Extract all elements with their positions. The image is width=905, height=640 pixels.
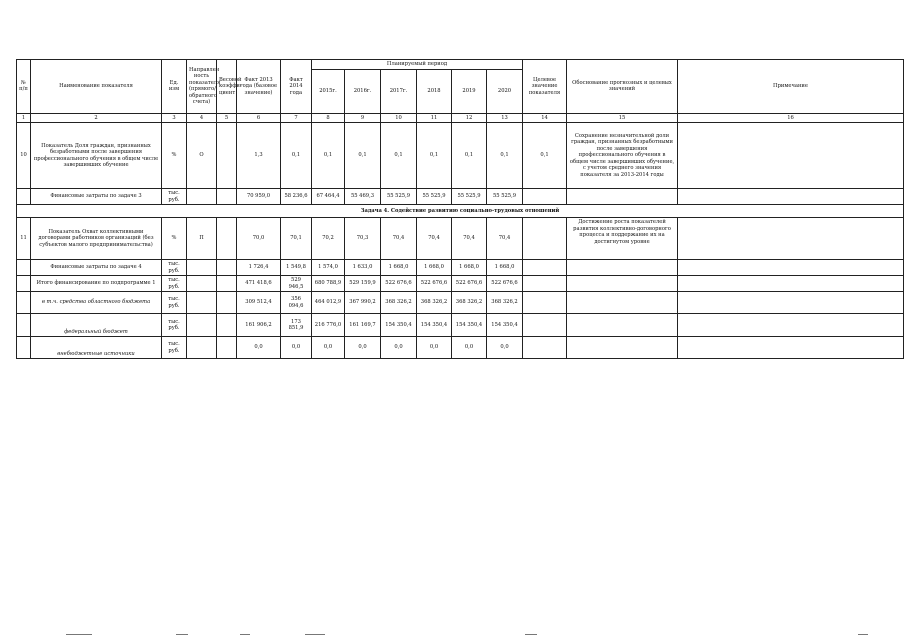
col-number: 12 — [452, 113, 487, 123]
target-cell — [523, 292, 567, 314]
year-header: 2015г. — [312, 69, 345, 113]
fact2013-cell: 0,0 — [237, 337, 281, 359]
finance-label: Финансовые затраты по задаче 4 — [31, 260, 162, 276]
year-value: 216 776,0 — [312, 314, 345, 337]
note-cell — [678, 337, 904, 359]
year-value: 0,1 — [381, 123, 417, 189]
col-number: 11 — [417, 113, 452, 123]
scan-artifact — [240, 634, 250, 635]
fact2013-cell: 471 418,6 — [237, 276, 281, 292]
year-value: 368 326,2 — [417, 292, 452, 314]
year-value: 70,3 — [345, 218, 381, 260]
col-unit-header: Ед. изм — [162, 60, 187, 114]
justification-cell — [567, 189, 678, 205]
fact2014-cell: 356 094,6 — [281, 292, 312, 314]
col-direction-header: Направлен ность показателя (прямого/ обратного счета) — [187, 60, 217, 114]
justification-cell — [567, 337, 678, 359]
fact2014-cell: 70,1 — [281, 218, 312, 260]
year-value: 1 668,0 — [381, 260, 417, 276]
weight-cell — [217, 218, 237, 260]
fact2013-cell: 70 959,0 — [237, 189, 281, 205]
col-number: 7 — [281, 113, 312, 123]
weight-cell — [217, 337, 237, 359]
col-note-header: Примечание — [678, 60, 904, 114]
col-name-header: Наименование показателя — [31, 60, 162, 114]
year-value: 522 676,6 — [452, 276, 487, 292]
year-value: 1 668,0 — [452, 260, 487, 276]
scan-artifact — [525, 634, 537, 635]
year-value: 464 012,9 — [312, 292, 345, 314]
row-number — [17, 260, 31, 276]
finance-task4-row — [17, 260, 904, 276]
year-value: 368 326,2 — [487, 292, 523, 314]
fact2013-cell: 309 512,4 — [237, 292, 281, 314]
finance-label: федеральный бюджет — [31, 314, 162, 337]
row-number: 11 — [17, 218, 31, 260]
weight-cell — [217, 260, 237, 276]
justification-cell — [567, 292, 678, 314]
year-value: 154 350,4 — [452, 314, 487, 337]
direction-cell — [187, 260, 217, 276]
unit-cell: тыс. руб. — [162, 189, 187, 205]
col-number: 5 — [217, 113, 237, 123]
finance-label: Итого финансирование по подпрограмме 1 — [31, 276, 162, 292]
direction-cell: О — [187, 123, 217, 189]
year-value: 680 788,9 — [312, 276, 345, 292]
target-cell — [523, 260, 567, 276]
year-value: 55 525,9 — [381, 189, 417, 205]
target-cell — [523, 189, 567, 205]
row-number — [17, 189, 31, 205]
weight-cell — [217, 292, 237, 314]
direction-cell — [187, 337, 217, 359]
year-value: 55 525,9 — [417, 189, 452, 205]
note-cell — [678, 123, 904, 189]
target-cell: 0,1 — [523, 123, 567, 189]
federal-budget-row — [17, 314, 904, 337]
year-value: 0,0 — [312, 337, 345, 359]
fact2013-cell: 1,3 — [237, 123, 281, 189]
year-value: 55 525,9 — [487, 189, 523, 205]
note-cell — [678, 218, 904, 260]
row-number — [17, 337, 31, 359]
scan-artifact — [858, 634, 868, 635]
year-value: 522 676,6 — [381, 276, 417, 292]
year-value: 70,4 — [487, 218, 523, 260]
row-number — [17, 292, 31, 314]
year-value: 0,0 — [345, 337, 381, 359]
justification-cell: Достижение роста показателей развития коллективно-договорного процесса и поддержание их на достигнутом уровне — [567, 218, 678, 260]
direction-cell — [187, 292, 217, 314]
year-value: 1 574,0 — [312, 260, 345, 276]
extrabudgetary-row — [17, 337, 904, 359]
col-weight-header: Весовой коэффи- циент — [217, 60, 237, 114]
fact2014-cell: 173 851,9 — [281, 314, 312, 337]
unit-cell: % — [162, 218, 187, 260]
year-value: 368 326,2 — [452, 292, 487, 314]
year-value: 154 350,4 — [381, 314, 417, 337]
finance-label: Финансовые затраты по задаче 3 — [31, 189, 162, 205]
year-value: 1 668,0 — [487, 260, 523, 276]
col-number: 9 — [345, 113, 381, 123]
year-value: 0,0 — [487, 337, 523, 359]
year-value: 0,1 — [312, 123, 345, 189]
fact2014-cell: 0,0 — [281, 337, 312, 359]
scan-artifact — [305, 634, 325, 635]
year-value: 55 469,3 — [345, 189, 381, 205]
year-value: 55 525,9 — [452, 189, 487, 205]
year-header: 2020 — [487, 69, 523, 113]
unit-cell: тыс. руб. — [162, 337, 187, 359]
col-num-header: № п/п — [17, 60, 31, 114]
unit-cell: % — [162, 123, 187, 189]
indicator-name: Показатель Доля граждан, признанных безработными после завершения профессионального обучения в общем числе завершивших обучение — [31, 123, 162, 189]
planned-period-header: Планируемый период — [312, 60, 523, 70]
weight-cell — [217, 314, 237, 337]
col-number: 6 — [237, 113, 281, 123]
year-value: 0,0 — [417, 337, 452, 359]
year-value: 154 350,4 — [417, 314, 452, 337]
year-value: 529 159,9 — [345, 276, 381, 292]
indicator-row-10 — [17, 123, 904, 189]
direction-cell — [187, 189, 217, 205]
finance-label: в т.ч. средства областного бюджета — [31, 292, 162, 314]
note-cell — [678, 314, 904, 337]
target-cell — [523, 276, 567, 292]
year-value: 0,1 — [417, 123, 452, 189]
indicators-table — [16, 59, 904, 359]
target-cell — [523, 218, 567, 260]
col-number: 10 — [381, 113, 417, 123]
row-number: 10 — [17, 123, 31, 189]
unit-cell: тыс. руб. — [162, 276, 187, 292]
row-number — [17, 276, 31, 292]
fact2014-cell: 58 236,6 — [281, 189, 312, 205]
justification-cell: Сохранение незначительной доли граждан, признанных безработными после завершения профессионального обучения в общем числе завершивших обучение, с учетом среднего значения показателя за 2013-2014 годы — [567, 123, 678, 189]
note-cell — [678, 189, 904, 205]
finance-task3-row — [17, 189, 904, 205]
col-number: 15 — [567, 113, 678, 123]
col-number: 4 — [187, 113, 217, 123]
finance-label: внебюджетные источники — [31, 337, 162, 359]
weight-cell — [217, 189, 237, 205]
fact2013-cell: 1 726,4 — [237, 260, 281, 276]
fact2013-cell: 70,0 — [237, 218, 281, 260]
direction-cell — [187, 314, 217, 337]
fact2014-cell: 529 946,5 — [281, 276, 312, 292]
regional-budget-row — [17, 292, 904, 314]
col-number: 1 — [17, 113, 31, 123]
note-cell — [678, 260, 904, 276]
note-cell — [678, 292, 904, 314]
task4-title: Задача 4. Содействие развитию социально-трудовых отношений — [17, 205, 904, 218]
weight-cell — [217, 276, 237, 292]
justification-cell — [567, 276, 678, 292]
task4-title-row — [17, 205, 904, 218]
year-header: 2018 — [417, 69, 452, 113]
year-value: 70,4 — [381, 218, 417, 260]
fact2014-cell: 0,1 — [281, 123, 312, 189]
year-value: 1 633,0 — [345, 260, 381, 276]
justification-cell — [567, 260, 678, 276]
row-number — [17, 314, 31, 337]
col-number: 13 — [487, 113, 523, 123]
note-cell — [678, 276, 904, 292]
target-cell — [523, 337, 567, 359]
year-value: 0,1 — [487, 123, 523, 189]
header-row-1 — [17, 60, 904, 70]
indicator-name: Показатель Охват коллективными договорами работников организаций (без субъектов малого предпринимательства) — [31, 218, 162, 260]
year-value: 70,4 — [452, 218, 487, 260]
year-value: 0,0 — [381, 337, 417, 359]
weight-cell — [217, 123, 237, 189]
scan-artifact — [66, 634, 92, 635]
year-header: 2017г. — [381, 69, 417, 113]
year-value: 161 169,7 — [345, 314, 381, 337]
year-header: 2019 — [452, 69, 487, 113]
unit-cell: тыс. руб. — [162, 260, 187, 276]
fact2013-cell: 161 906,2 — [237, 314, 281, 337]
year-value: 70,2 — [312, 218, 345, 260]
col-justification-header: Обоснование прогнозных и целевых значений — [567, 60, 678, 114]
year-value: 70,4 — [417, 218, 452, 260]
col-number: 2 — [31, 113, 162, 123]
target-cell — [523, 314, 567, 337]
fact2014-cell: 1 549,8 — [281, 260, 312, 276]
col-fact2013-header: Факт 2013 года (базовое значение) — [237, 60, 281, 114]
column-numbers-row — [17, 113, 904, 123]
direction-cell: П — [187, 218, 217, 260]
year-value: 67 464,4 — [312, 189, 345, 205]
year-value: 0,1 — [452, 123, 487, 189]
scan-artifact — [176, 634, 188, 635]
justification-cell — [567, 314, 678, 337]
col-number: 3 — [162, 113, 187, 123]
indicator-row-11 — [17, 218, 904, 260]
direction-cell — [187, 276, 217, 292]
unit-cell: тыс. руб. — [162, 292, 187, 314]
col-fact2014-header: Факт 2014 года — [281, 60, 312, 114]
year-value: 522 676,6 — [417, 276, 452, 292]
unit-cell: тыс. руб. — [162, 314, 187, 337]
year-value: 368 326,2 — [381, 292, 417, 314]
col-number: 8 — [312, 113, 345, 123]
year-value: 522 676,6 — [487, 276, 523, 292]
total-finance-row — [17, 276, 904, 292]
col-number: 14 — [523, 113, 567, 123]
year-value: 367 990,2 — [345, 292, 381, 314]
year-value: 154 350,4 — [487, 314, 523, 337]
year-header: 2016г. — [345, 69, 381, 113]
year-value: 0,0 — [452, 337, 487, 359]
year-value: 1 668,0 — [417, 260, 452, 276]
col-number: 16 — [678, 113, 904, 123]
col-target-header: Целевое значение показателя — [523, 60, 567, 114]
indicators-table-sheet — [16, 59, 904, 359]
year-value: 0,1 — [345, 123, 381, 189]
